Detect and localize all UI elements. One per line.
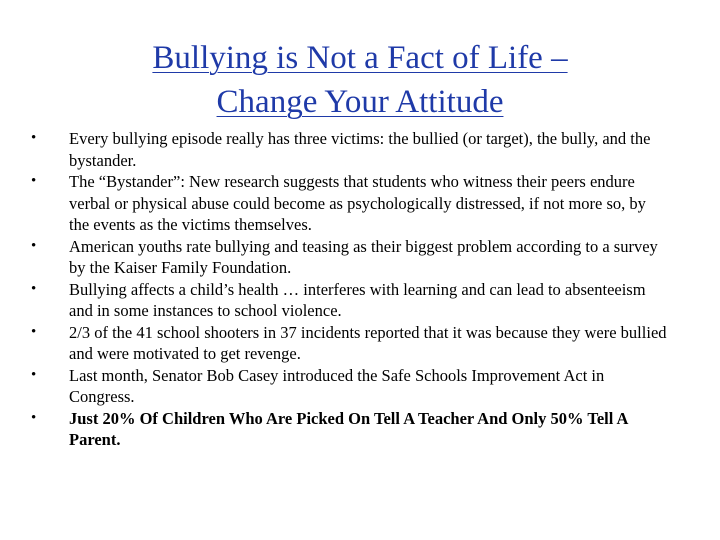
- slide-title: [60, 36, 660, 124]
- bullet-text: The “Bystander”: New research suggests that students who witness their peers endure verbal or physical abuse could become as psychologically distressed, if not more so, by the events as the victims themselves.: [69, 172, 646, 234]
- bullet-item: [27, 171, 667, 236]
- bullet-item: [27, 279, 667, 322]
- bullet-dot-icon: •: [31, 130, 37, 146]
- bullet-dot-icon: •: [31, 409, 37, 426]
- bullet-item: [27, 236, 667, 279]
- bullet-dot-icon: •: [31, 280, 37, 297]
- title-line-2: Change Your Attitude: [216, 84, 504, 120]
- bullet-item: [27, 365, 667, 408]
- bullet-text: Every bullying episode really has three victims: the bullied (or target), the bully, and the bystander.: [69, 129, 651, 170]
- bullet-dot-icon: •: [31, 366, 37, 383]
- bullet-item: [27, 322, 667, 365]
- bullet-text: 2/3 of the 41 school shooters in 37 incidents reported that it was because they were bullied and were motivated to get revenge.: [69, 322, 667, 363]
- bullet-dot-icon: •: [31, 323, 37, 340]
- bullet-item: [27, 128, 667, 171]
- bullet-text: American youths rate bullying and teasing as their biggest problem according to a survey by the Kaiser Family Foundation.: [69, 236, 658, 277]
- bullet-text: Just 20% Of Children Who Are Picked On Tell A Teacher And Only 50% Tell A Parent.: [69, 408, 628, 449]
- bullet-list: [27, 128, 667, 451]
- bullet-text: Last month, Senator Bob Casey introduced the Safe Schools Improvement Act in Congress.: [69, 365, 605, 406]
- bullet-item-emphasis: [27, 408, 667, 451]
- title-line-1: Bullying is Not a Fact of Life –: [152, 40, 568, 76]
- bullet-dot-icon: •: [31, 173, 37, 189]
- bullet-text: Bullying affects a child’s health … interferes with learning and can lead to absenteeism and in some instances to school violence.: [69, 279, 646, 320]
- bullet-dot-icon: •: [31, 237, 37, 254]
